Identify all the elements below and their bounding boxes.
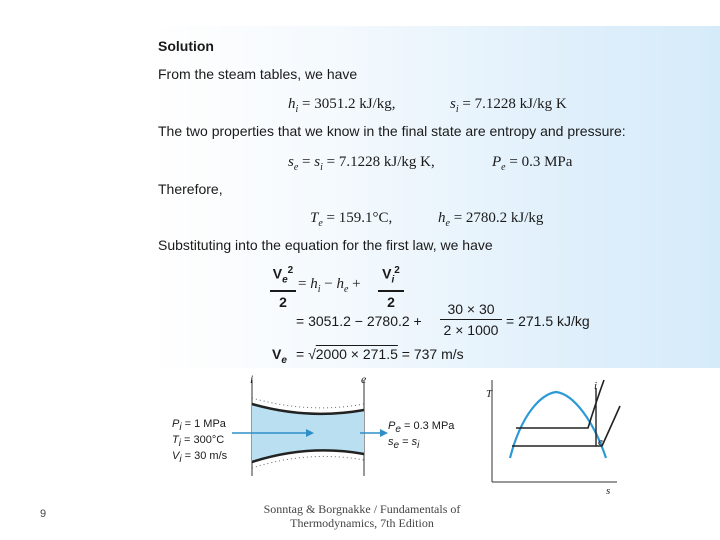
calc2-equation: = √2000 × 271.5 = 737 m/s (296, 346, 464, 362)
calc1-lhs: = 3051.2 − 2780.2 + (296, 313, 422, 329)
vi-squared-fraction: $V_i^2$ 2 (378, 262, 404, 311)
exit-conditions: $P_e = 0.3$ MPa $s_e = s_i$ (388, 420, 455, 452)
intro-text: From the steam tables, we have (158, 66, 358, 82)
ve-squared-fraction: $V_e^2$ 2 (270, 262, 296, 311)
citation (254, 502, 470, 530)
se-equation: $s_e = s_i = 7.1228$ kJ/kg K, (288, 154, 435, 173)
ve-symbol: $V_e$ (272, 346, 287, 366)
citation-line-2: Thermodynamics, 7th Edition (290, 516, 434, 530)
te-equation: $T_e = 159.1^\circ C$, (310, 210, 393, 229)
citation-line-1: Sonntag & Borgnakke / Fundamentals of (263, 502, 461, 516)
solution-heading: Solution (158, 38, 214, 54)
ts-diagram (482, 372, 632, 502)
inlet-conditions: $P_i = 1$ MPa $T_i = 300^\circ C$ $V_i = 30$ m/s (172, 418, 228, 466)
properties-text: The two properties that we know in the final state are entropy and pressure: (158, 123, 626, 139)
ts-point-e-label: e (598, 436, 603, 448)
s-axis-label: s (606, 485, 611, 497)
calc1-result: = 271.5 kJ/kg (506, 313, 590, 329)
he-equation: $h_e = 2780.2$ kJ/kg (438, 210, 544, 229)
hi-equation: $h_i = 3051.2$ kJ/kg, (288, 96, 396, 115)
first-law-text: Substituting into the equation for the first law, we have (158, 237, 493, 253)
saturation-dome (510, 392, 606, 458)
page-number: 9 (40, 508, 47, 520)
exit-station-label: e (361, 372, 367, 386)
ts-point-i-label: i (594, 380, 598, 392)
calc1-fraction: 30 × 30 2 × 1000 (440, 300, 502, 339)
si-equation: $s_i = 7.1228$ kJ/kg K (450, 96, 567, 115)
pe-equation: $P_e = 0.3$ MPa (492, 154, 573, 173)
first-law-middle: = $h_i - h_e$ + (298, 276, 361, 295)
therefore-text: Therefore, (158, 181, 223, 197)
t-axis-label: T (486, 388, 493, 400)
inlet-station-label: i (250, 372, 254, 386)
